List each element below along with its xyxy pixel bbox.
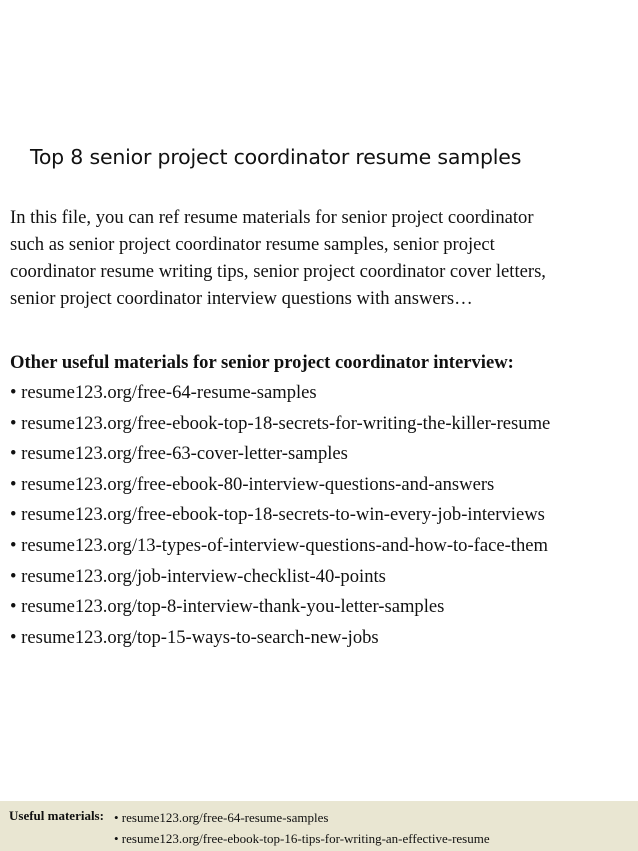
footer-label-text: Useful materials (9, 808, 100, 823)
materials-link[interactable]: • resume123.org/13-types-of-interview-questions-and-how-to-face-them (10, 534, 548, 556)
intro-line: senior project coordinator interview questions with answers… (10, 288, 473, 309)
materials-link[interactable]: • resume123.org/free-64-resume-samples (10, 382, 317, 403)
materials-link-list (10, 378, 550, 653)
footer-link[interactable]: • resume123.org/free-64-resume-samples (114, 810, 329, 825)
other-materials-heading: Other useful materials for senior project coordinator interview: (10, 352, 514, 373)
materials-link[interactable]: • resume123.org/free-63-cover-letter-samples (10, 443, 348, 465)
materials-link[interactable]: • resume123.org/top-8-interview-thank-you-letter-samples (10, 596, 445, 618)
intro-line: such as senior project coordinator resume samples, senior project (10, 234, 495, 255)
footer-label (9, 807, 104, 825)
intro-line: coordinator resume writing tips, senior project coordinator cover letters, (10, 261, 546, 282)
materials-link[interactable]: • resume123.org/job-interview-checklist-40-points (10, 565, 386, 587)
intro-paragraph (10, 204, 632, 312)
footer-label-separator: : (99, 808, 104, 823)
intro-line: In this file, you can ref resume materials for senior project coordinator (10, 207, 534, 228)
footer-bar (0, 801, 638, 851)
page-title: Top 8 senior project coordinator resume samples (30, 145, 522, 169)
materials-link[interactable]: • resume123.org/free-ebook-top-18-secrets-for-writing-the-killer-resume (10, 412, 551, 434)
footer-link-list (114, 807, 490, 849)
materials-link[interactable]: • resume123.org/top-15-ways-to-search-new-jobs (10, 626, 379, 648)
footer-link[interactable]: • resume123.org/free-ebook-top-16-tips-for-writing-an-effective-resume (114, 831, 490, 846)
materials-link[interactable]: • resume123.org/free-ebook-top-18-secrets-to-win-every-job-interviews (10, 504, 545, 526)
materials-link[interactable]: • resume123.org/free-ebook-80-interview-questions-and-answers (10, 473, 495, 495)
